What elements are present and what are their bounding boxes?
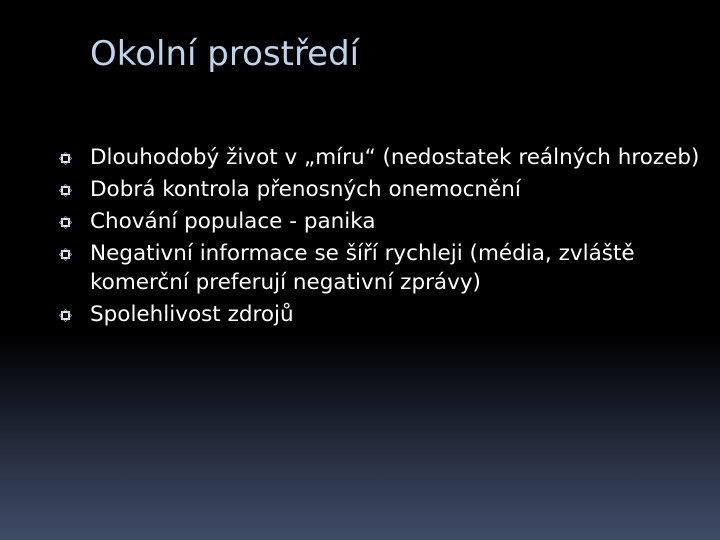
bullet-text: Spolehlivost zdrojů [90,302,294,327]
bullet-item [60,207,700,236]
bullet-list [60,143,700,332]
bullet-text: Chování populace - panika [90,209,376,234]
slide-title: Okolní prostředí [90,34,360,74]
square-bullet-icon [61,218,70,227]
square-bullet-icon [61,154,70,163]
bullet-text: Dlouhodobý život v „míru“ (nedostatek reálných hrozeb) [90,145,700,170]
square-bullet-icon [61,250,70,259]
bullet-item [60,143,700,172]
bullet-item [60,175,700,204]
bullet-item [60,300,700,329]
bullet-item [60,239,700,297]
bullet-text: Negativní informace se šíří rychleji (média, zvláště komerční preferují negativní zprávy) [90,241,635,295]
square-bullet-icon [61,311,70,320]
square-bullet-icon [61,186,70,195]
bullet-text: Dobrá kontrola přenosných onemocnění [90,177,521,202]
